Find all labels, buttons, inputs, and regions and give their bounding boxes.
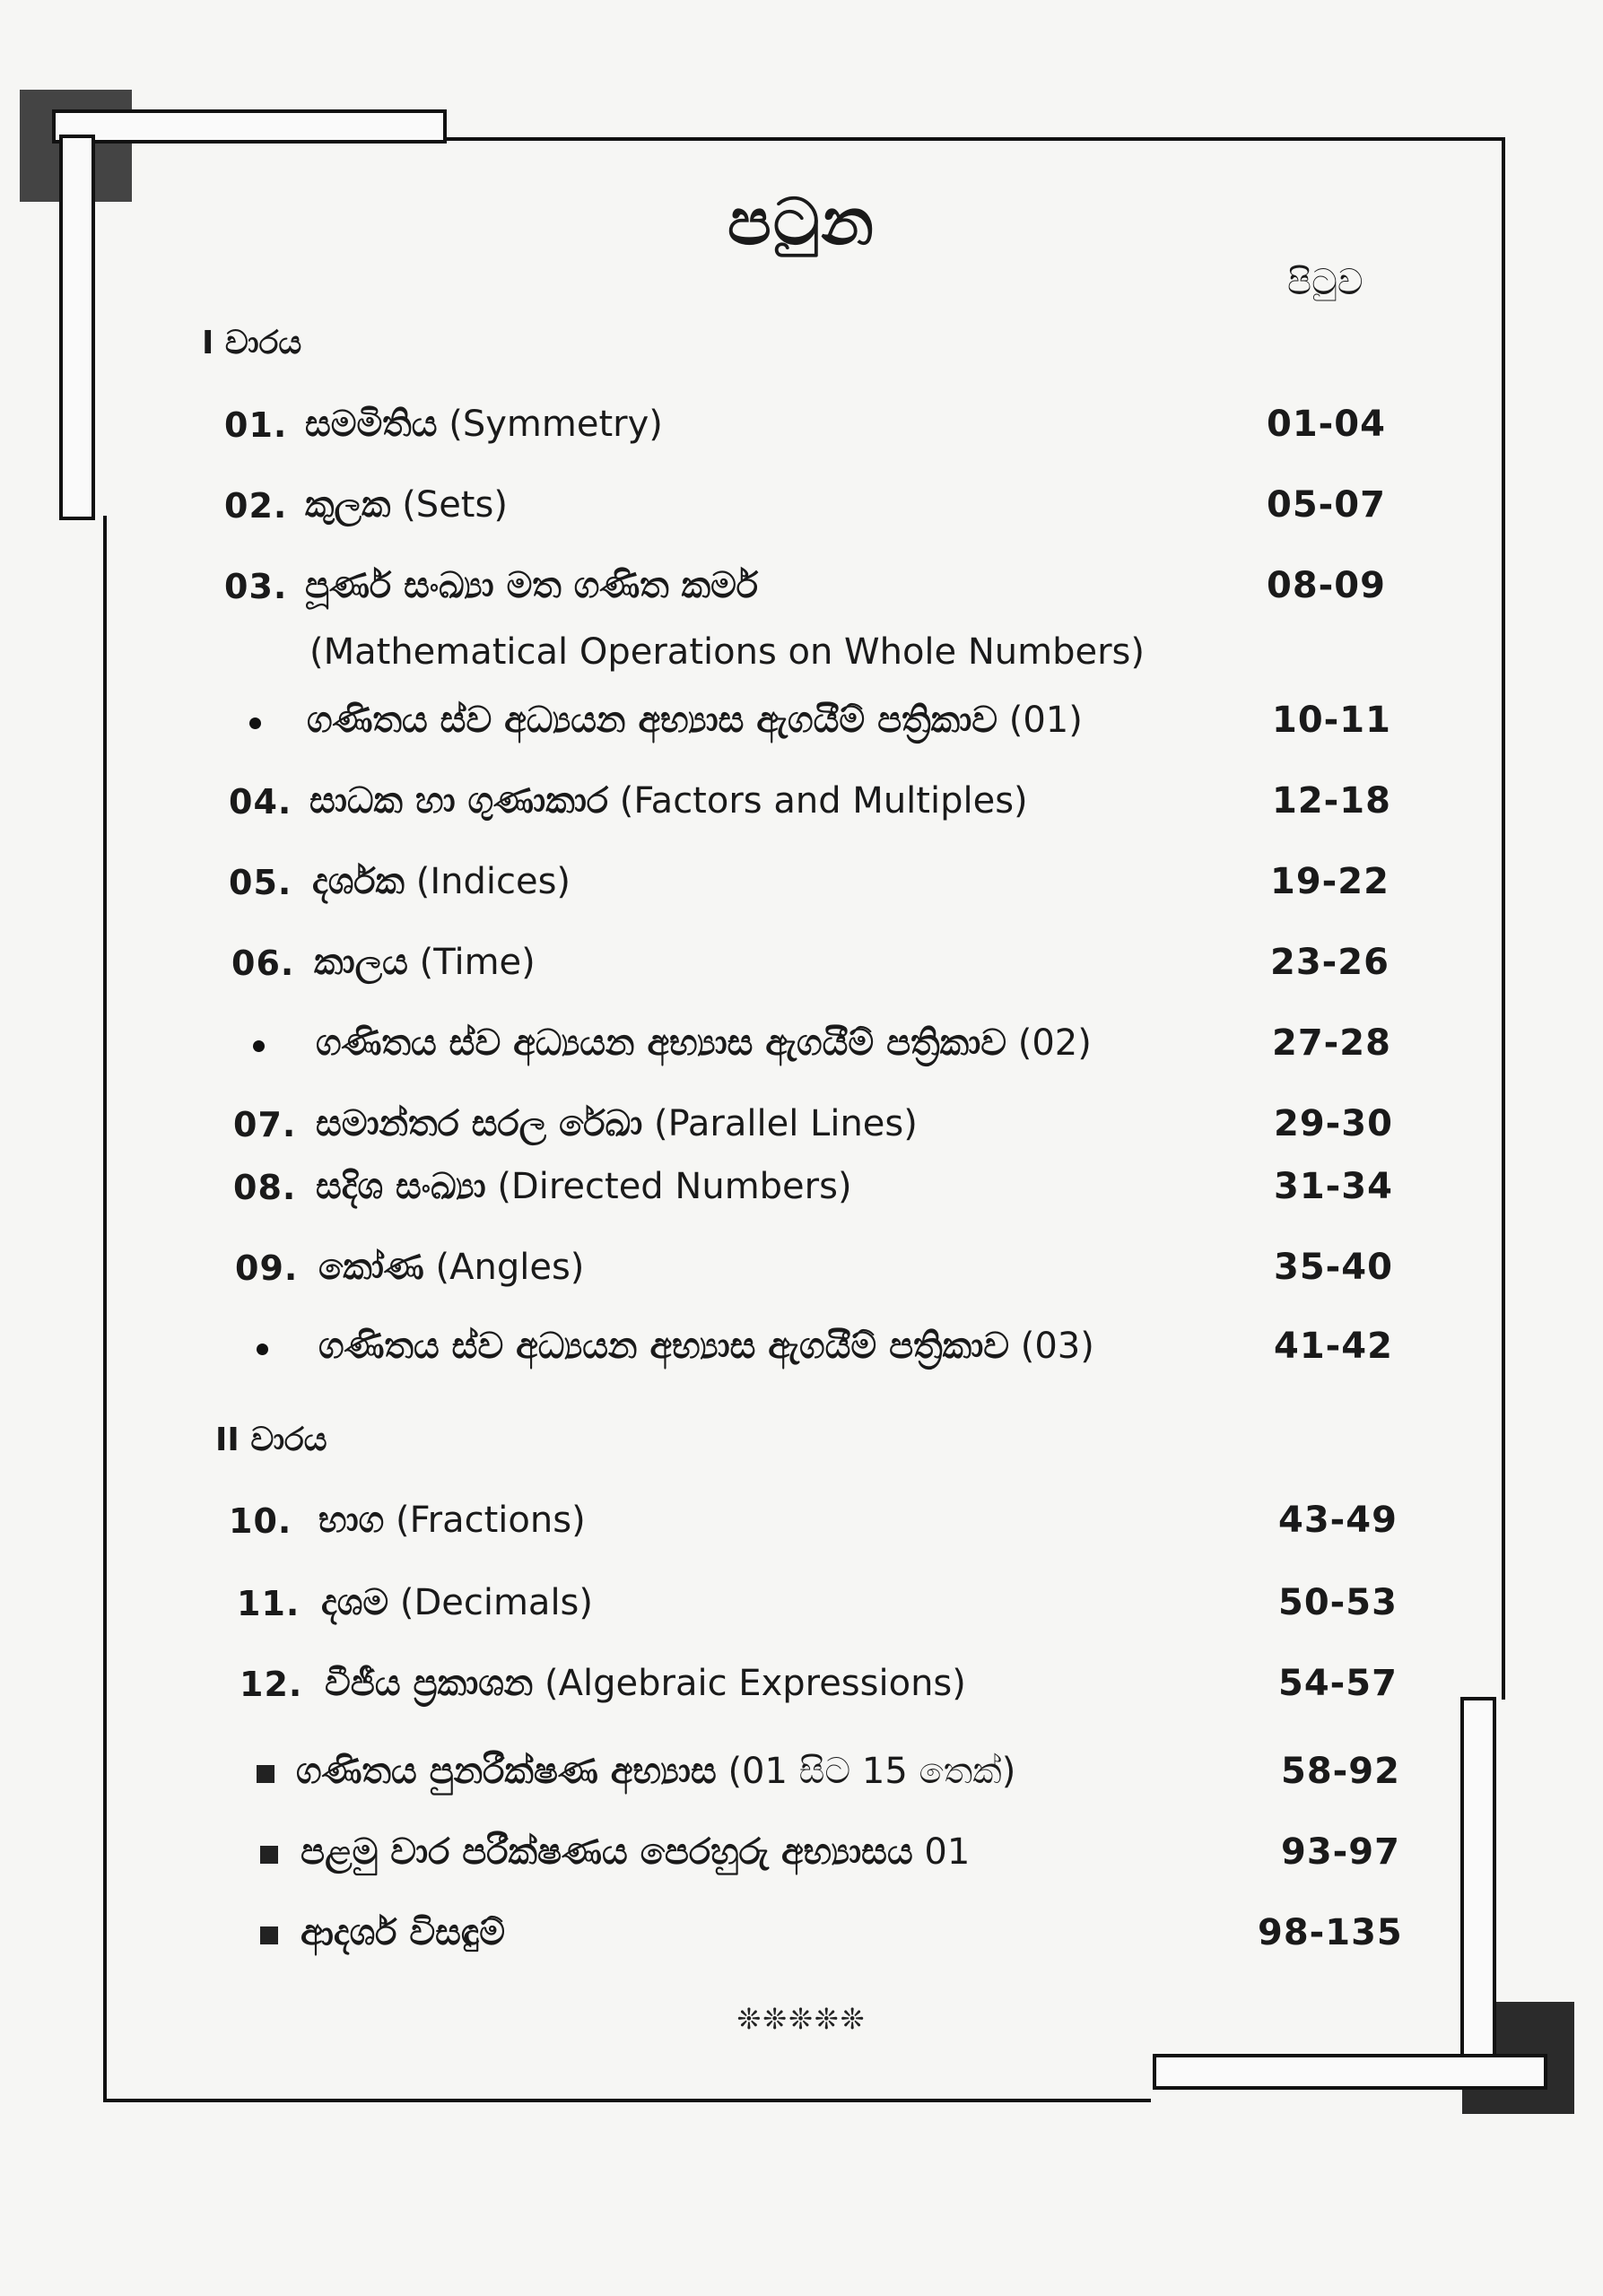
toc-entry [0,1580,1603,1634]
page-range: 12-18 [1272,780,1391,822]
chapter-title [296,1751,1015,1792]
chapter-title-sinhala: සමමිතිය [305,404,438,445]
page-range: 31-34 [1274,1166,1393,1207]
chapter-title-sinhala: භාග [318,1500,385,1541]
term-heading: II වාරය [215,1422,327,1458]
chapter-number: 08. [233,1168,297,1207]
frame-corner-bar-horizontal [1153,2054,1547,2090]
chapter-title [307,700,1083,741]
chapter-title [318,1500,586,1541]
chapter-title [318,1326,1094,1367]
chapter-title-sinhala: සාධක හා ගුණාකාර [309,780,609,822]
chapter-title [312,861,571,902]
page-range: 58-92 [1281,1751,1400,1792]
chapter-title-sinhala: පූර්ණ සංඛ්‍යා මත ගණිත කර්ම [305,565,759,606]
page-range: 08-09 [1267,565,1386,606]
chapter-number: 02. [224,486,288,526]
toc-entry [0,859,1603,913]
chapter-number: 12. [240,1665,303,1704]
toc-entry [0,630,1603,683]
toc-entry [0,1101,1603,1155]
chapter-number: 04. [229,782,292,822]
chapter-title-english: (Factors and Multiples) [619,780,1028,822]
page-range: 27-28 [1272,1022,1391,1064]
chapter-title [309,631,1145,673]
page-range: 29-30 [1274,1103,1393,1144]
chapter-title-english: (Algebraic Expressions) [544,1663,966,1704]
chapter-title-sinhala: වීජීය ප්‍රකාශන [325,1663,534,1704]
chapter-title [316,1022,1092,1064]
chapter-title-english: (03) [1020,1326,1094,1367]
chapter-number: 06. [231,944,295,983]
page-range: 93-97 [1281,1831,1400,1873]
toc-entry [0,1498,1603,1552]
chapter-number: 03. [224,567,288,606]
toc-entry [0,483,1603,536]
bullet-icon [257,1344,268,1355]
chapter-title [325,1663,966,1704]
chapter-title-sinhala: දශම [321,1582,389,1623]
page-column-label: පිටුව [1287,262,1363,303]
chapter-title-sinhala: ආදර්ශ විසඳුම් [301,1912,506,1953]
square-bullet-icon [260,1926,278,1944]
square-bullet-icon [260,1846,278,1864]
chapter-number: 01. [224,405,288,445]
toc-entry [0,940,1603,994]
page-range: 10-11 [1272,700,1391,741]
chapter-title-english: 01 [924,1831,971,1873]
footer-ornament: ❊❊❊❊❊ [736,2002,867,2036]
page-range: 01-04 [1267,404,1386,445]
page-range: 41-42 [1274,1326,1393,1367]
chapter-title [305,484,508,526]
chapter-title-english: (Directed Numbers) [497,1166,852,1207]
toc-entry [0,1164,1603,1218]
chapter-number: 07. [233,1105,297,1144]
chapter-title [321,1582,593,1623]
chapter-number: 11. [237,1584,301,1623]
toc-entry [0,1021,1603,1074]
page-range: 43-49 [1278,1500,1398,1541]
chapter-title-english: (Parallel Lines) [653,1103,918,1144]
chapter-title-sinhala: කුලක [305,484,391,526]
chapter-title [305,404,663,445]
chapter-title-english: (Symmetry) [449,404,663,445]
page-range: 05-07 [1267,484,1386,526]
chapter-title [301,1912,505,1953]
toc-entry [0,1910,1603,1964]
page-range: 35-40 [1274,1247,1393,1288]
chapter-title-english: (Time) [419,942,536,983]
toc-entry [0,1324,1603,1378]
toc-entry [0,778,1603,832]
chapter-title-sinhala: සමාන්තර සරල රේඛා [316,1103,643,1144]
frame-bottom-line [103,2099,1151,2102]
page-title: පටුන [727,184,876,259]
page-range: 50-53 [1278,1582,1398,1623]
toc-entry [0,1245,1603,1299]
chapter-title [314,942,536,983]
chapter-number: 05. [229,863,292,902]
bullet-icon [253,1040,265,1052]
chapter-title [318,1247,584,1288]
frame-right-line [1502,139,1505,1700]
chapter-number: 10. [229,1501,292,1541]
chapter-title-english: (01 සිට 15 තෙක්) [727,1751,1016,1792]
chapter-title-sinhala: ගණිතය ස්ව අධ්‍යයන අභ්‍යාස ඇගයීම් පත්‍රිකාව [318,1326,1010,1367]
toc-entry [0,698,1603,752]
chapter-title-sinhala: ගණිතය ස්ව අධ්‍යයන අභ්‍යාස ඇගයීම් පත්‍රිකාව [316,1022,1007,1064]
chapter-title-english: (Sets) [402,484,508,526]
chapter-title [309,780,1028,822]
toc-entry [0,1749,1603,1803]
bullet-icon [249,718,261,729]
chapter-title-sinhala: ගණිතය පුනරීක්ෂණ අභ්‍යාස [296,1751,717,1792]
chapter-title-english: (Indices) [415,861,571,902]
page-range: 54-57 [1278,1663,1398,1704]
toc-entry [0,1830,1603,1883]
term-heading: I වාරය [202,325,302,361]
chapter-number: 09. [235,1248,299,1288]
page-range: 23-26 [1270,942,1390,983]
square-bullet-icon [257,1765,274,1783]
chapter-title [305,565,758,606]
chapter-title-sinhala: ගණිතය ස්ව අධ්‍යයන අභ්‍යාස ඇගයීම් පත්‍රිකාව [307,700,998,741]
frame-corner-bar-horizontal [52,109,447,144]
chapter-title-english: (Decimals) [399,1582,593,1623]
chapter-title-sinhala: කාලය [314,942,408,983]
chapter-title-sinhala: සදිශ සංඛ්‍යා [316,1166,486,1207]
chapter-title-sinhala: පළමු වාර පරීක්ෂණය පෙරහුරු අභ්‍යාසය [301,1831,913,1873]
chapter-title-english: (02) [1017,1022,1092,1064]
page-range: 98-135 [1258,1912,1403,1953]
chapter-title-sinhala: කෝණ [318,1247,424,1288]
chapter-title-english: (01) [1008,700,1083,741]
chapter-title [316,1103,918,1144]
chapter-title-english: (Mathematical Operations on Whole Numbers) [309,631,1145,673]
frame-top-line [440,137,1505,141]
page-range: 19-22 [1270,861,1390,902]
toc-entry [0,563,1603,617]
chapter-title [301,1831,970,1873]
chapter-title-english: (Angles) [435,1247,585,1288]
toc-entry [0,1661,1603,1715]
toc-entry [0,402,1603,456]
chapter-title [316,1166,852,1207]
chapter-title-english: (Fractions) [395,1500,586,1541]
chapter-title-sinhala: දර්ශක [312,861,405,902]
